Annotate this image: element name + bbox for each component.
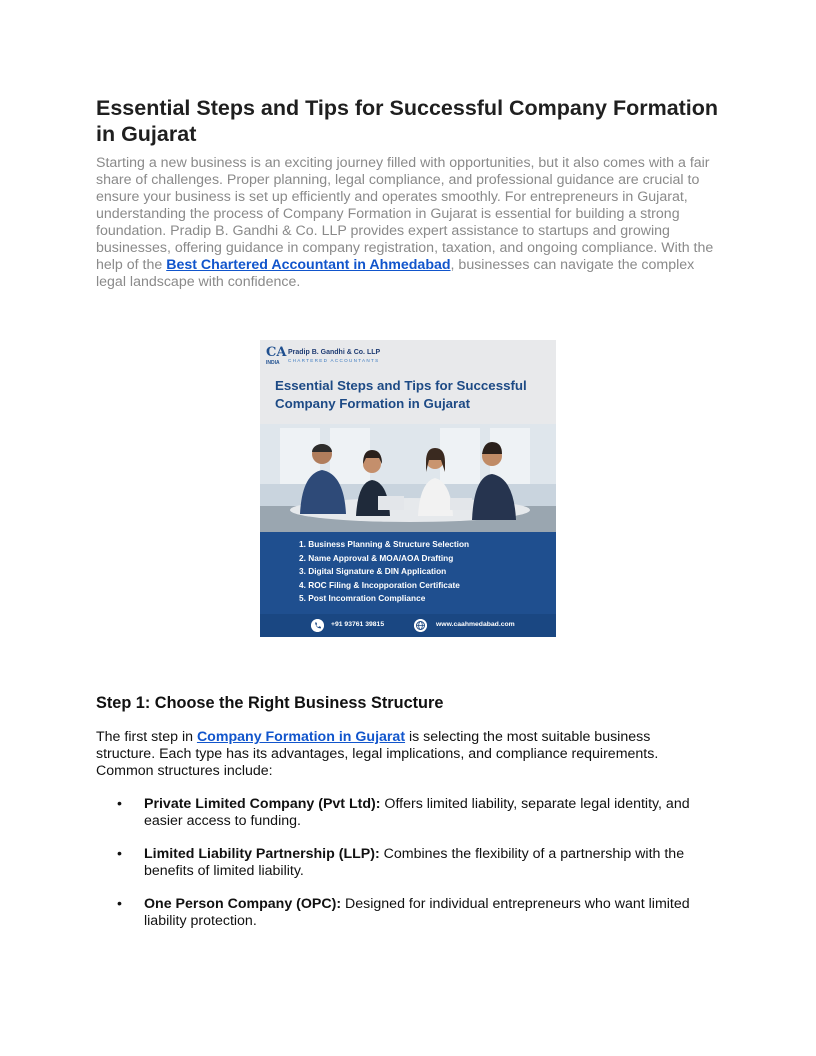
banner-title: Essential Steps and Tips for Successful Company Formation in Gujarat bbox=[275, 378, 527, 411]
banner-phone: +91 93761 39815 bbox=[331, 621, 385, 628]
intro-text-end: , businesses can navigate the complex legal landscape with confidence. bbox=[96, 257, 695, 290]
structure-list bbox=[96, 796, 736, 946]
phone-icon bbox=[311, 619, 324, 632]
list-item-desc: Designed for individual entrepreneurs who want limited liability protection. bbox=[144, 896, 690, 929]
list-item-term: One Person Company (OPC): bbox=[144, 896, 342, 912]
bullet-icon: • bbox=[117, 846, 122, 862]
intro-paragraph bbox=[96, 155, 721, 291]
banner-step: 3. Digital Signature & DIN Application bbox=[299, 566, 447, 577]
globe-icon bbox=[414, 619, 427, 632]
banner-contact-bar bbox=[260, 614, 556, 637]
bullet-icon: • bbox=[117, 896, 122, 912]
step1-heading: Step 1: Choose the Right Business Structure bbox=[96, 694, 444, 712]
firm-subtitle: CHARTERED ACCOUNTANTS bbox=[288, 358, 380, 363]
promo-banner-image bbox=[260, 340, 556, 637]
banner-header bbox=[260, 340, 556, 424]
banner-steps-list bbox=[260, 532, 556, 614]
page-title: Essential Steps and Tips for Successful Company Formation in Gujarat bbox=[96, 96, 719, 146]
step1-text: The first step in bbox=[96, 729, 197, 745]
step1-paragraph bbox=[96, 729, 696, 780]
list-item bbox=[96, 796, 724, 830]
meeting-photo bbox=[260, 424, 556, 532]
banner-step: 4. ROC Filing & Incopporation Certificate bbox=[299, 579, 460, 590]
list-item bbox=[96, 846, 724, 880]
best-ca-ahmedabad-link[interactable]: Best Chartered Accountant in Ahmedabad bbox=[166, 257, 451, 273]
banner-step: 1. Business Planning & Structure Selection bbox=[299, 539, 470, 549]
firm-name: Pradip B. Gandhi & Co. LLP bbox=[288, 349, 381, 356]
step1-text-end: is selecting the most suitable business structure. Each type has its advantages, legal implications, and compliance requirements. Common structures include: bbox=[96, 729, 659, 779]
list-item-desc: Offers limited liability, separate legal identity, and easier access to funding. bbox=[144, 796, 690, 829]
list-item-desc: Combines the flexibility of a partnership with the benefits of limited liability. bbox=[144, 846, 685, 879]
list-item bbox=[96, 896, 724, 930]
logo-country: INDIA bbox=[266, 360, 280, 366]
company-formation-gujarat-link[interactable]: Company Formation in Gujarat bbox=[196, 729, 406, 745]
banner-step: 2. Name Approval & MOA/AOA Drafting bbox=[299, 552, 454, 563]
banner-website: www.caahmedabad.com bbox=[436, 621, 515, 628]
bullet-icon: • bbox=[117, 796, 122, 812]
list-item-term: Limited Liability Partnership (LLP): bbox=[144, 846, 380, 862]
intro-text: Starting a new business is an exciting journey filled with opportunities, but it also comes with a fair share of challenges. Proper planning, legal compliance, and professional guidance are crucial to ensure your business is set up efficiently and operates smoothly. For entrepreneurs in Gujarat, understanding the process of Company Formation in Gujarat is essential for building a strong foundation. Pradip B. Gandhi & Co. LLP provides expert assistance to startups and growing businesses, offering guidance in company registration, taxation, and ongoing compliance. With the help of the bbox=[96, 155, 714, 273]
ca-logo-icon: CA bbox=[266, 345, 287, 360]
list-item-term: Private Limited Company (Pvt Ltd): bbox=[144, 796, 381, 812]
banner-step: 5. Post Incomration Compliance bbox=[299, 593, 426, 604]
